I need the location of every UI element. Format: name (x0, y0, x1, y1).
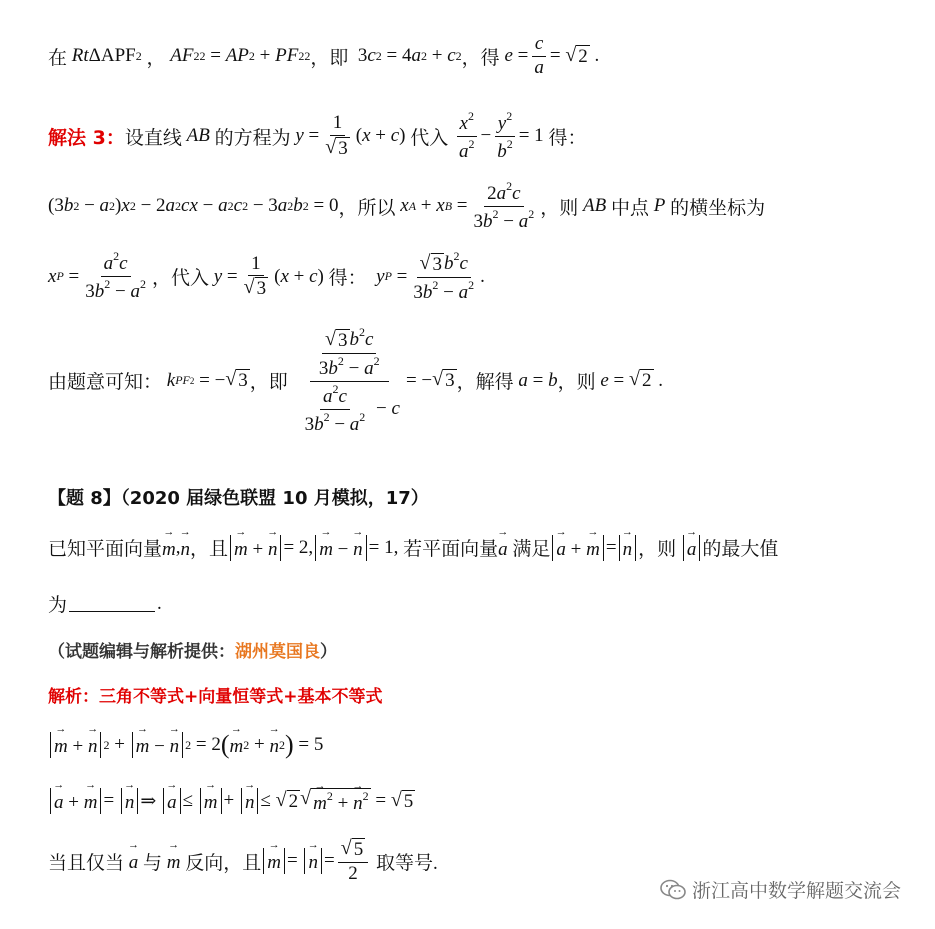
text-dangqie: 当且仅当 (48, 852, 125, 874)
provider-name: 湖州莫国良 (235, 642, 320, 662)
solution-line-4: x P = $\frac{a^2c}{3b^2 - a^2}$ ，代入 y = 1 √ 3 ( x + c ) 得： y P = √ 3 $b^2c$ $3b^2 - a^2$ . (48, 249, 485, 303)
text-zhongdian: 中点 (610, 197, 649, 219)
answer-blank (69, 595, 155, 612)
question-8-text: 已知平面向量 → m , → n ，且 → m + → n = 2, → m − → n = 1, 若平面向量 → a 满足 → a + → m = → n ，则 → a 的最大值 (48, 534, 778, 561)
method-3-label: 解法 3： (48, 126, 125, 149)
formula-1: → m + → n 2 + → m − → n 2 = 2 ( → m 2 + → n 2 ) = 5 (48, 730, 323, 760)
text-ji2: ，即 (249, 372, 288, 394)
text-q8g: 为 (48, 595, 68, 616)
text-yu: 与 (143, 852, 163, 874)
text-q8a: 已知平面向量 (48, 539, 163, 560)
provider-suffix: ） (320, 642, 337, 662)
method-3-line: 解法 3： 设直线 AB 的方程为 y = 1 √ 3 ( x + c ) 代入 $\frac{x^2}{a^2}$ − $\frac{y^2}{b^2}$ = 1 得： (48, 109, 587, 162)
formula-2: → a + → m = → n ⇒ → a ≤ → m + → n ≤ √ 2 √ → $m^2$ + → $n^2$ = √ 5 (48, 788, 415, 815)
text-de: ，得 (461, 47, 500, 69)
text-zai: 在 (48, 47, 68, 69)
text-q8e: ，则 (638, 539, 677, 560)
text-defangcheng: 的方程为 (214, 127, 291, 149)
solution-line-3: (3 b 2 − a 2 ) x 2 − 2 a 2 cx − a 2 c 2 − 3 a 2 b 2 = 0 ，所以 x A + x B = $\frac{2a^2c}{3b^2 - a^2}$ ，则 AB 中点 P 的横坐标为 (48, 179, 766, 232)
text-shezhixian: 设直线 (124, 127, 182, 149)
analysis-heading: 解析：三角不等式+向量恒等式+基本不等式 (48, 687, 383, 707)
question-8-blank-line: 为 . (48, 590, 162, 617)
text-jiede: ，解得 (456, 372, 514, 394)
text-suoyi: ，所以 (338, 197, 396, 219)
text-de3: 得： (328, 268, 367, 290)
text-qudenghao: 取等号. (375, 852, 438, 874)
text-dairu2: ，代入 (151, 268, 209, 290)
text-ze: ，则 (540, 197, 579, 219)
text-q8b: ，且 (190, 539, 229, 560)
text-ze2: ，则 (557, 372, 596, 394)
text-ji: ，即 (310, 47, 349, 69)
text-dairu: 代入 (410, 127, 449, 149)
text-de2: 得： (548, 127, 587, 149)
watermark-text: 浙江高中数学解题交流会 (691, 880, 901, 902)
question-8-heading: 【题 8】（2020 届绿色联盟 10 月模拟，17） (48, 488, 429, 509)
formula-3: 当且仅当 → a 与 → m 反向，且 → m = → n = √ 5 2 取等号. (48, 838, 438, 885)
text-youtiyi: 由题意可知： (48, 372, 163, 394)
complex-fraction: √ 3 $b^2c$ $3b^2 - a^2$ $\frac{a^2c}{3b^2 - a^2}$ − c (304, 325, 400, 435)
solution-line-5: 由题意可知： k PF2 = − √ 3 ，即 √ 3 $b^2c$ $3b^2 - a^2$ $\frac{a^2c}{3b^2 - a^2}$ − c = − √ 3 ，解得 a = b ，则 e = √ 2 . (48, 325, 663, 435)
fraction: $\frac{c}{a}$ (531, 34, 547, 79)
text-hengzuobiao: 的横坐标为 (670, 197, 766, 219)
text-fanxiang: 反向，且 (185, 852, 262, 874)
text-q8c: 若平面向量 (403, 539, 499, 560)
solution-line-1: 在 Rt ΔAPF 2 ， AF 2 2 = AP 2 + PF 2 2 ，即 3 c 2 = 4 a 2 + c 2 ，得 e = $\frac{c}{a}$ = √ 2 . (48, 33, 600, 78)
text-q8d: 满足 (512, 539, 551, 560)
provider-prefix: （试题编辑与解析提供： (48, 642, 235, 662)
provider-line (48, 637, 337, 662)
text-q8f: 的最大值 (702, 539, 779, 560)
watermark (660, 876, 901, 903)
wechat-icon (660, 879, 686, 901)
